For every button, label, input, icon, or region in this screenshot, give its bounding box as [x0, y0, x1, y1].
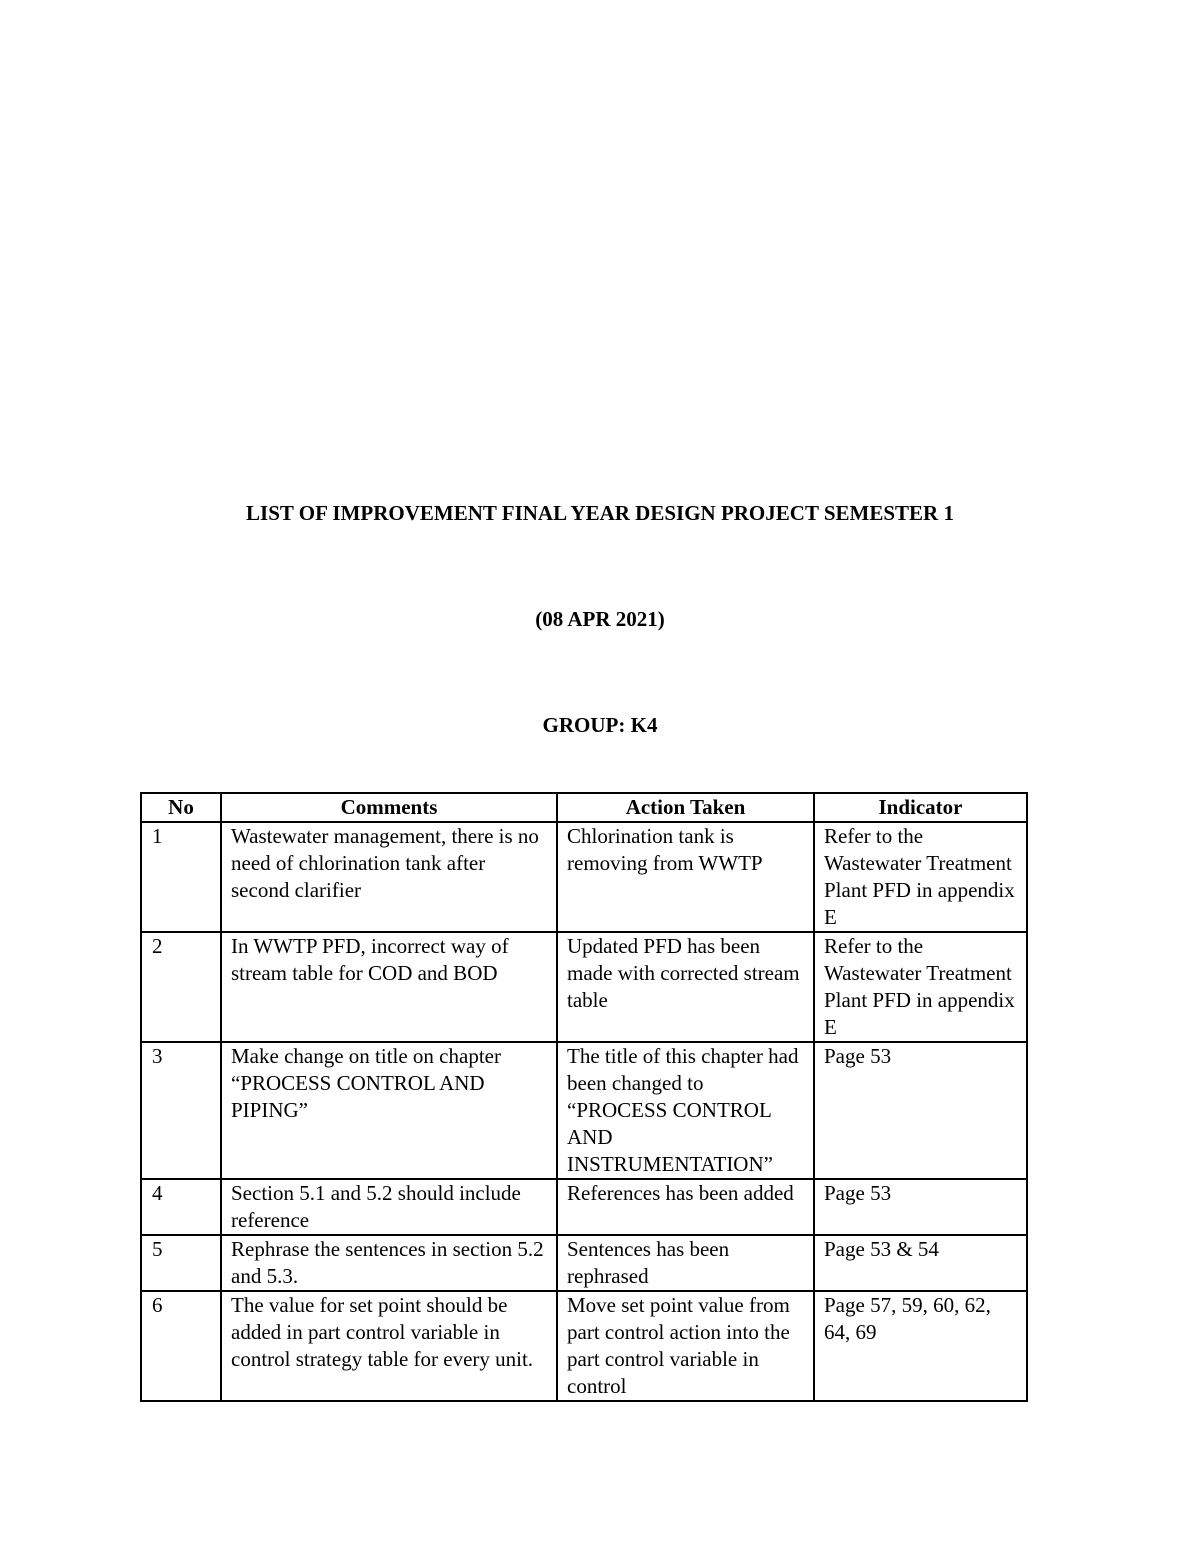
- table-row: [141, 1291, 1027, 1401]
- row-comments: Section 5.1 and 5.2 should include reference: [221, 1179, 557, 1235]
- row-comments: Make change on title on chapter “PROCESS CONTROL AND PIPING”: [221, 1042, 557, 1179]
- row-action-taken: Chlorination tank is removing from WWTP: [557, 822, 814, 932]
- document-date: (08 APR 2021): [535, 607, 665, 631]
- row-action-taken: Updated PFD has been made with corrected stream table: [557, 932, 814, 1042]
- row-action-taken: The title of this chapter had been changed to “PROCESS CONTROL AND INSTRUMENTATION”: [557, 1042, 814, 1179]
- table-row: [141, 1042, 1027, 1179]
- row-comments: Wastewater management, there is no need of chlorination tank after second clarifier: [221, 822, 557, 932]
- row-no: 1: [141, 822, 221, 932]
- row-indicator: Page 53 & 54: [814, 1235, 1027, 1291]
- document-title: LIST OF IMPROVEMENT FINAL YEAR DESIGN PROJECT SEMESTER 1: [246, 501, 954, 525]
- header-no: No: [141, 793, 221, 822]
- header-comments: Comments: [221, 793, 557, 822]
- table-header-row: [141, 793, 1027, 822]
- table-row: [141, 1235, 1027, 1291]
- row-indicator: Page 53: [814, 1042, 1027, 1179]
- row-no: 6: [141, 1291, 221, 1401]
- row-no: 2: [141, 932, 221, 1042]
- table-row: [141, 822, 1027, 932]
- row-comments: The value for set point should be added in part control variable in control strategy table for every unit.: [221, 1291, 557, 1401]
- row-indicator: Refer to the Wastewater Treatment Plant PFD in appendix E: [814, 822, 1027, 932]
- row-no: 4: [141, 1179, 221, 1235]
- row-no: 5: [141, 1235, 221, 1291]
- row-comments: Rephrase the sentences in section 5.2 and 5.3.: [221, 1235, 557, 1291]
- row-action-taken: Sentences has been rephrased: [557, 1235, 814, 1291]
- table-row: [141, 932, 1027, 1042]
- row-indicator: Page 53: [814, 1179, 1027, 1235]
- header-indicator: Indicator: [814, 793, 1027, 822]
- row-action-taken: Move set point value from part control action into the part control variable in control: [557, 1291, 814, 1401]
- row-action-taken: References has been added: [557, 1179, 814, 1235]
- header-action-taken: Action Taken: [557, 793, 814, 822]
- row-indicator: Page 57, 59, 60, 62, 64, 69: [814, 1291, 1027, 1401]
- improvement-table: [140, 792, 1028, 1402]
- row-no: 3: [141, 1042, 221, 1179]
- row-indicator: Refer to the Wastewater Treatment Plant PFD in appendix E: [814, 932, 1027, 1042]
- row-comments: In WWTP PFD, incorrect way of stream table for COD and BOD: [221, 932, 557, 1042]
- table-row: [141, 1179, 1027, 1235]
- group-label: GROUP: K4: [542, 713, 658, 737]
